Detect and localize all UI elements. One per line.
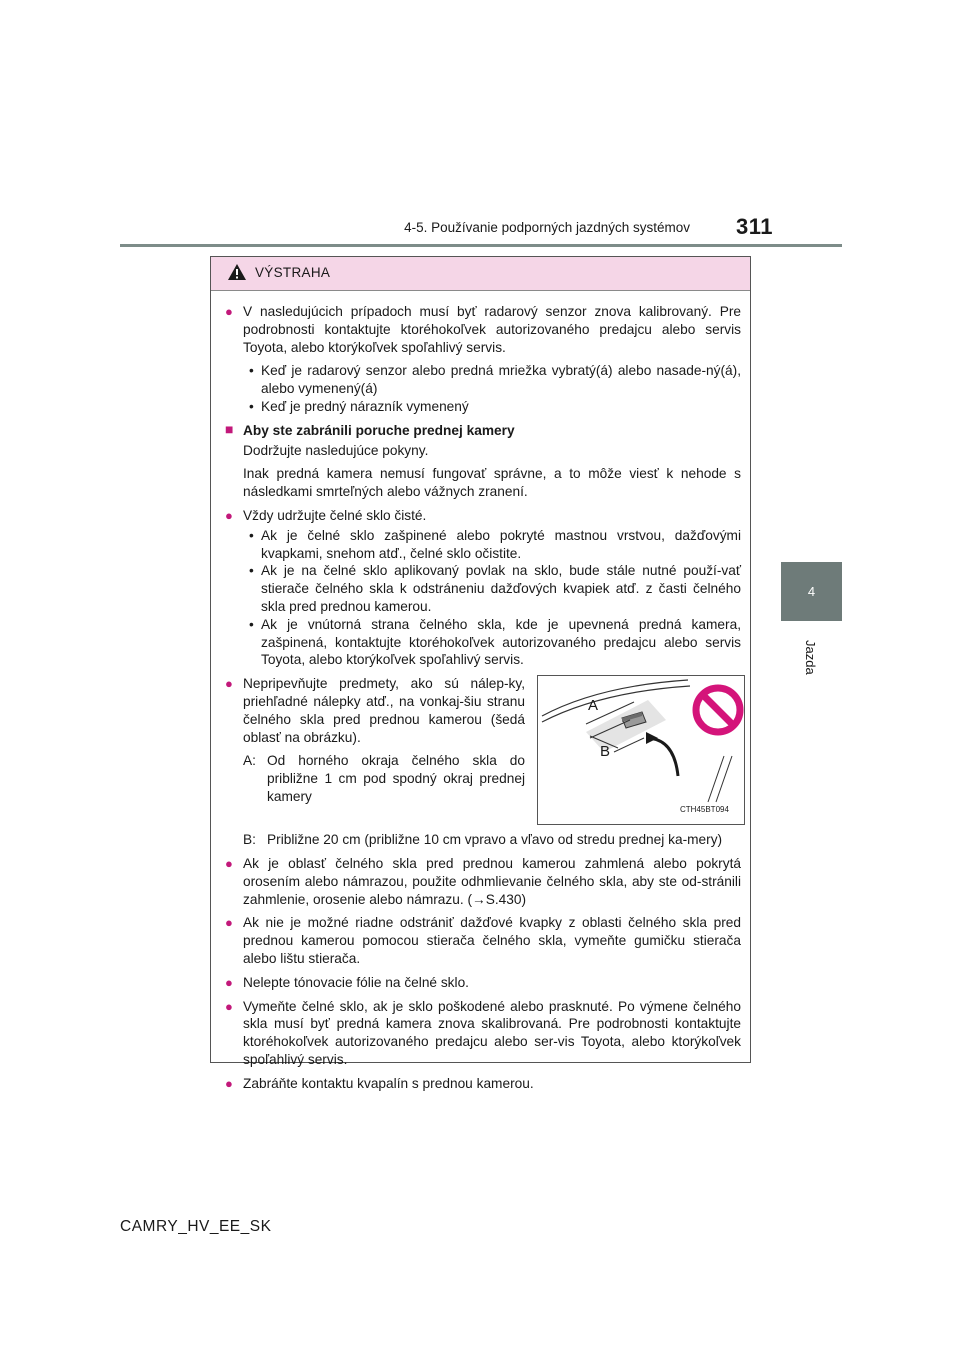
warning-box — [210, 256, 751, 1091]
bullet-item: ● Ak je oblasť čelného skla pred prednou kamerou zahmlená alebo pokrytá orosením alebo námrazou, použite odhmlievanie čelného skla, aby ste od-stránili zahmlenie, orosenie alebo námrazu. (→S.430) — [225, 855, 741, 908]
bullet-item: ● Ak nie je možné riadne odstrániť dažďové kvapky z oblasti čelného skla pred prednou kamerou pomocou stierača čelného skla, vymeňte gumičku stierača alebo lištu stierača. — [225, 914, 741, 967]
paragraph: Inak predná kamera nemusí fungovať správne, a to môže viesť k nehode s následkami smrteľných alebo vážnych zranení. — [243, 466, 741, 500]
warning-triangle-icon — [227, 263, 247, 281]
paragraph: Dodržujte nasledujúce pokyny. — [243, 442, 429, 458]
chapter-tab — [781, 562, 842, 621]
warning-title: VÝSTRAHA — [255, 265, 331, 280]
windshield-illustration — [538, 676, 744, 824]
chapter-label: Jazda — [803, 640, 818, 675]
sub-item: • Ak je čelné sklo zašpinené alebo pokryté mastnou vrstvou, dažďovými kvapkami, snehom atď., čelné sklo očistite. — [225, 527, 741, 563]
warning-header — [211, 257, 750, 291]
sub-item: • Ak je vnútorná strana čelného skla, kde je upevnená predná kamera, zašpinená, kontaktujte ktoréhokoľvek autorizovaného predajcu alebo servis Toyota, alebo ktorýkoľvek spoľahlivý servis. — [225, 616, 741, 669]
footer-code: CAMRY_HV_EE_SK — [120, 1218, 272, 1235]
item-b: B: Približne 20 cm (približne 10 cm vpravo a vľavo od stredu prednej ka-mery) — [243, 832, 723, 848]
figure-code: CTH45BT094 — [680, 805, 729, 815]
chapter-number: 4 — [807, 584, 816, 599]
label-b: B — [600, 743, 611, 761]
windshield-figure — [537, 675, 745, 825]
section-title: 4-5. Používanie podporných jazdných systémov — [404, 220, 690, 235]
sticker-section — [225, 675, 741, 827]
sub-item: • Keď je radarový senzor alebo predná mriežka vybratý(á) alebo nasade-ný(á), alebo vymenený(á) — [225, 362, 741, 398]
header-rule — [120, 244, 842, 247]
bullet-item: ● Nepripevňujte predmety, ako sú nálep-ky, priehľadné nálepky atď., na vonkaj-šiu stranu čelného skla pred prednou kamerou (šedá oblasť na obrázku). — [225, 675, 525, 746]
bullet-item: ● Vždy udržujte čelné sklo čisté. — [225, 507, 741, 525]
page-number: 311 — [736, 214, 773, 239]
warning-content — [225, 303, 741, 1099]
bullet-item: ● Nelepte tónovacie fólie na čelné sklo. — [225, 974, 741, 992]
bullet-item: ● V nasledujúcich prípadoch musí byť radarový senzor znova kalibrovaný. Pre podrobnosti kontaktujte ktoréhokoľvek autorizovaného predajcu alebo servis Toyota, alebo ktorýkoľvek spoľahlivý servis. — [225, 303, 741, 356]
label-a: A — [588, 697, 599, 715]
sub-item: • Keď je predný nárazník vymenený — [225, 398, 741, 416]
section-heading: ■ Aby ste zabránili poruche prednej kamery — [225, 422, 741, 440]
item-a: A: Od horného okraja čelného skla do približne 1 cm pod spodný okraj prednej kamery — [243, 753, 525, 804]
bullet-item: ● Vymeňte čelné sklo, ak je sklo poškodené alebo prasknuté. Po výmene čelného skla musí byť predná kamera znova skalibrovaná. Pre podrobnosti kontaktujte ktoréhokoľvek autorizovaného predajcu alebo ser-vis Toyota, alebo ktorýkoľvek spoľahlivý servis. — [225, 998, 741, 1069]
sub-item: • Ak je na čelné sklo aplikovaný povlak na sklo, bude stále nutné použí-vať stierače čelného skla k odstráneniu dažďových kvapiek atď. z časti čelného skla pred prednou kamerou. — [225, 562, 741, 615]
bullet-item: ● Zabráňte kontaktu kvapalín s prednou kamerou. — [225, 1075, 741, 1093]
